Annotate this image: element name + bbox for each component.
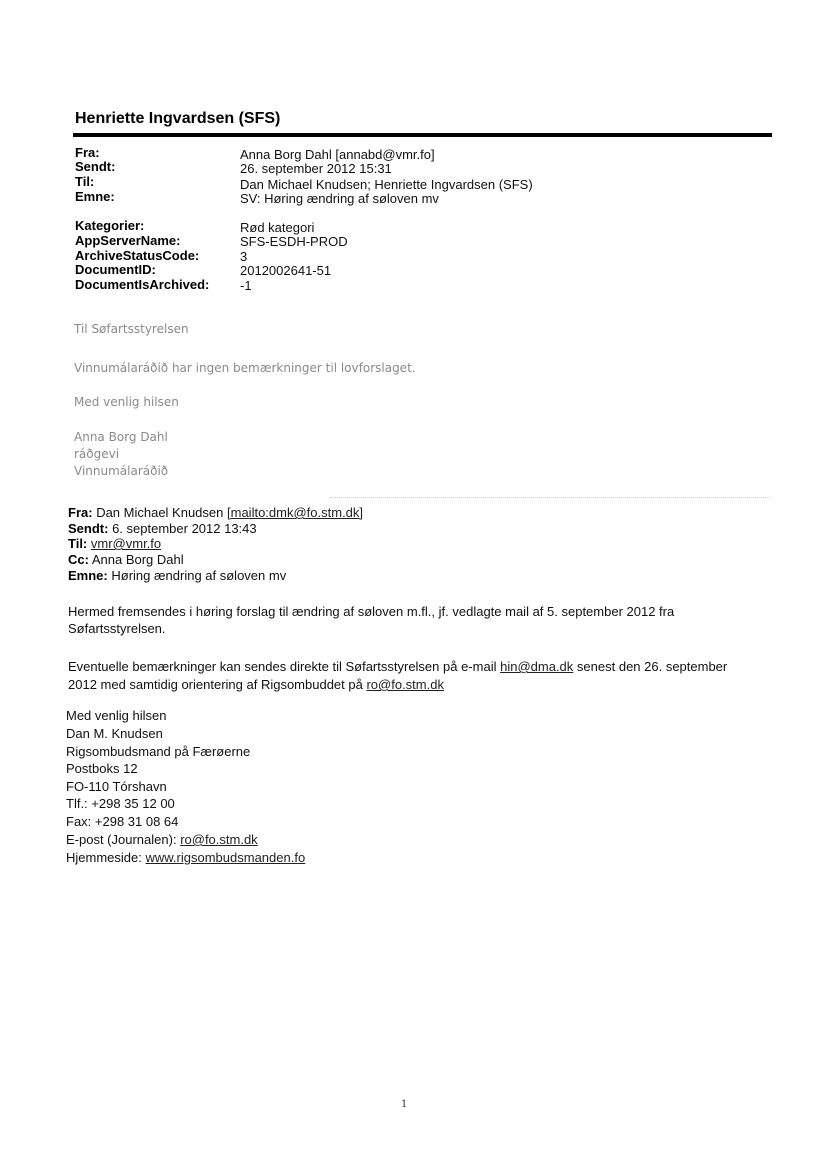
isarchived-label: DocumentIsArchived: <box>75 277 210 292</box>
page-number: 1 <box>401 1099 408 1110</box>
fwd-para1-line2: Søfartsstyrelsen. <box>68 621 166 636</box>
fwd-para2-text-a: Eventuelle bemærkninger kan sendes direkte til Søfartsstyrelsen på e-mail <box>68 659 497 674</box>
fwd-para2-email2-link[interactable]: ro@fo.stm.dk <box>366 677 444 692</box>
fwd-para2-line2 <box>68 676 444 693</box>
sig-closing: Med venlig hilsen <box>66 708 167 723</box>
fwd-to-line <box>68 536 161 552</box>
categories-value: Rød kategori <box>240 220 315 235</box>
to-value: Dan Michael Knudsen; Henriette Ingvardsen (SFS) <box>240 177 533 192</box>
appserver-label: AppServerName: <box>75 233 181 248</box>
forward-divider <box>330 497 770 498</box>
fwd-from-name: Dan Michael Knudsen <box>96 505 224 520</box>
reply-text: Vinnumálaráðið har ingen bemærkninger til lovforslaget. <box>74 361 416 375</box>
fwd-to-link[interactable]: vmr@vmr.fo <box>90 536 162 551</box>
sig-fax: Fax: +298 31 08 64 <box>66 814 179 829</box>
fwd-para2-text-c: 2012 med samtidig orientering af Rigsombuddet på <box>68 677 363 692</box>
fwd-subject-value: Høring ændring af søloven mv <box>111 568 287 583</box>
document-title: Henriette Ingvardsen (SFS) <box>75 110 281 127</box>
reply-sig-name: Anna Borg Dahl <box>74 430 168 444</box>
sig-web-line <box>66 849 305 867</box>
categories-label: Kategorier: <box>75 218 145 233</box>
reply-sig-title: ráðgevi <box>74 447 120 461</box>
fwd-cc-label: Cc: <box>68 552 89 567</box>
fwd-para1-line1: Hermed fremsendes i høring forslag til ændring af søloven m.fl., jf. vedlagte mail af 5. september 2012 fra <box>68 604 675 619</box>
from-value: Anna Borg Dahl [annabd@vmr.fo] <box>240 147 435 162</box>
fwd-para2-text-b: senest den 26. september <box>576 659 728 674</box>
sig-epost-line <box>66 831 258 849</box>
fwd-to-label: Til: <box>68 536 88 551</box>
sig-web-label: Hjemmeside: <box>66 850 142 865</box>
fwd-cc-line <box>68 552 184 568</box>
reply-greeting: Til Søfartsstyrelsen <box>74 322 189 336</box>
documentid-value: 2012002641-51 <box>240 263 332 278</box>
sig-name: Dan M. Knudsen <box>66 726 163 741</box>
sent-label: Sendt: <box>75 159 116 174</box>
fwd-from-line <box>68 505 363 521</box>
reply-closing: Med venlig hilsen <box>74 395 179 409</box>
sig-web-link[interactable]: www.rigsombudsmanden.fo <box>145 850 306 865</box>
to-label: Til: <box>75 174 95 189</box>
fwd-cc-value: Anna Borg Dahl <box>91 552 184 567</box>
sig-phone: Tlf.: +298 35 12 00 <box>66 796 175 811</box>
fwd-from-mailto-link[interactable]: [mailto:dmk@fo.stm.dk] <box>227 505 364 520</box>
sig-title: Rigsombudsmand på Færøerne <box>66 744 251 759</box>
subject-value: SV: Høring ændring af søloven mv <box>240 191 439 206</box>
fwd-sent-value: 6. september 2012 13:43 <box>112 521 257 536</box>
fwd-sent-line <box>68 521 257 537</box>
subject-label: Emne: <box>75 189 115 204</box>
fwd-subject-label: Emne: <box>68 568 108 583</box>
reply-sig-org: Vinnumálaráðið <box>74 464 169 478</box>
archivestatus-label: ArchiveStatusCode: <box>75 248 200 263</box>
fwd-from-label: Fra: <box>68 505 93 520</box>
appserver-value: SFS-ESDH-PROD <box>240 234 348 249</box>
fwd-para2-line1 <box>68 658 727 675</box>
isarchived-value: -1 <box>240 278 252 293</box>
sig-city: FO-110 Tórshavn <box>66 779 167 794</box>
sig-epost-label: E-post (Journalen): <box>66 832 177 847</box>
fwd-subject-line <box>68 568 286 584</box>
sig-postbox: Postboks 12 <box>66 761 138 776</box>
documentid-label: DocumentID: <box>75 262 156 277</box>
sent-value: 26. september 2012 15:31 <box>240 161 392 176</box>
archivestatus-value: 3 <box>240 249 248 264</box>
fwd-para2-email-link[interactable]: hin@dma.dk <box>500 659 574 674</box>
from-label: Fra: <box>75 145 100 160</box>
title-divider <box>73 133 772 137</box>
sig-epost-link[interactable]: ro@fo.stm.dk <box>180 832 258 847</box>
fwd-sent-label: Sendt: <box>68 521 109 536</box>
